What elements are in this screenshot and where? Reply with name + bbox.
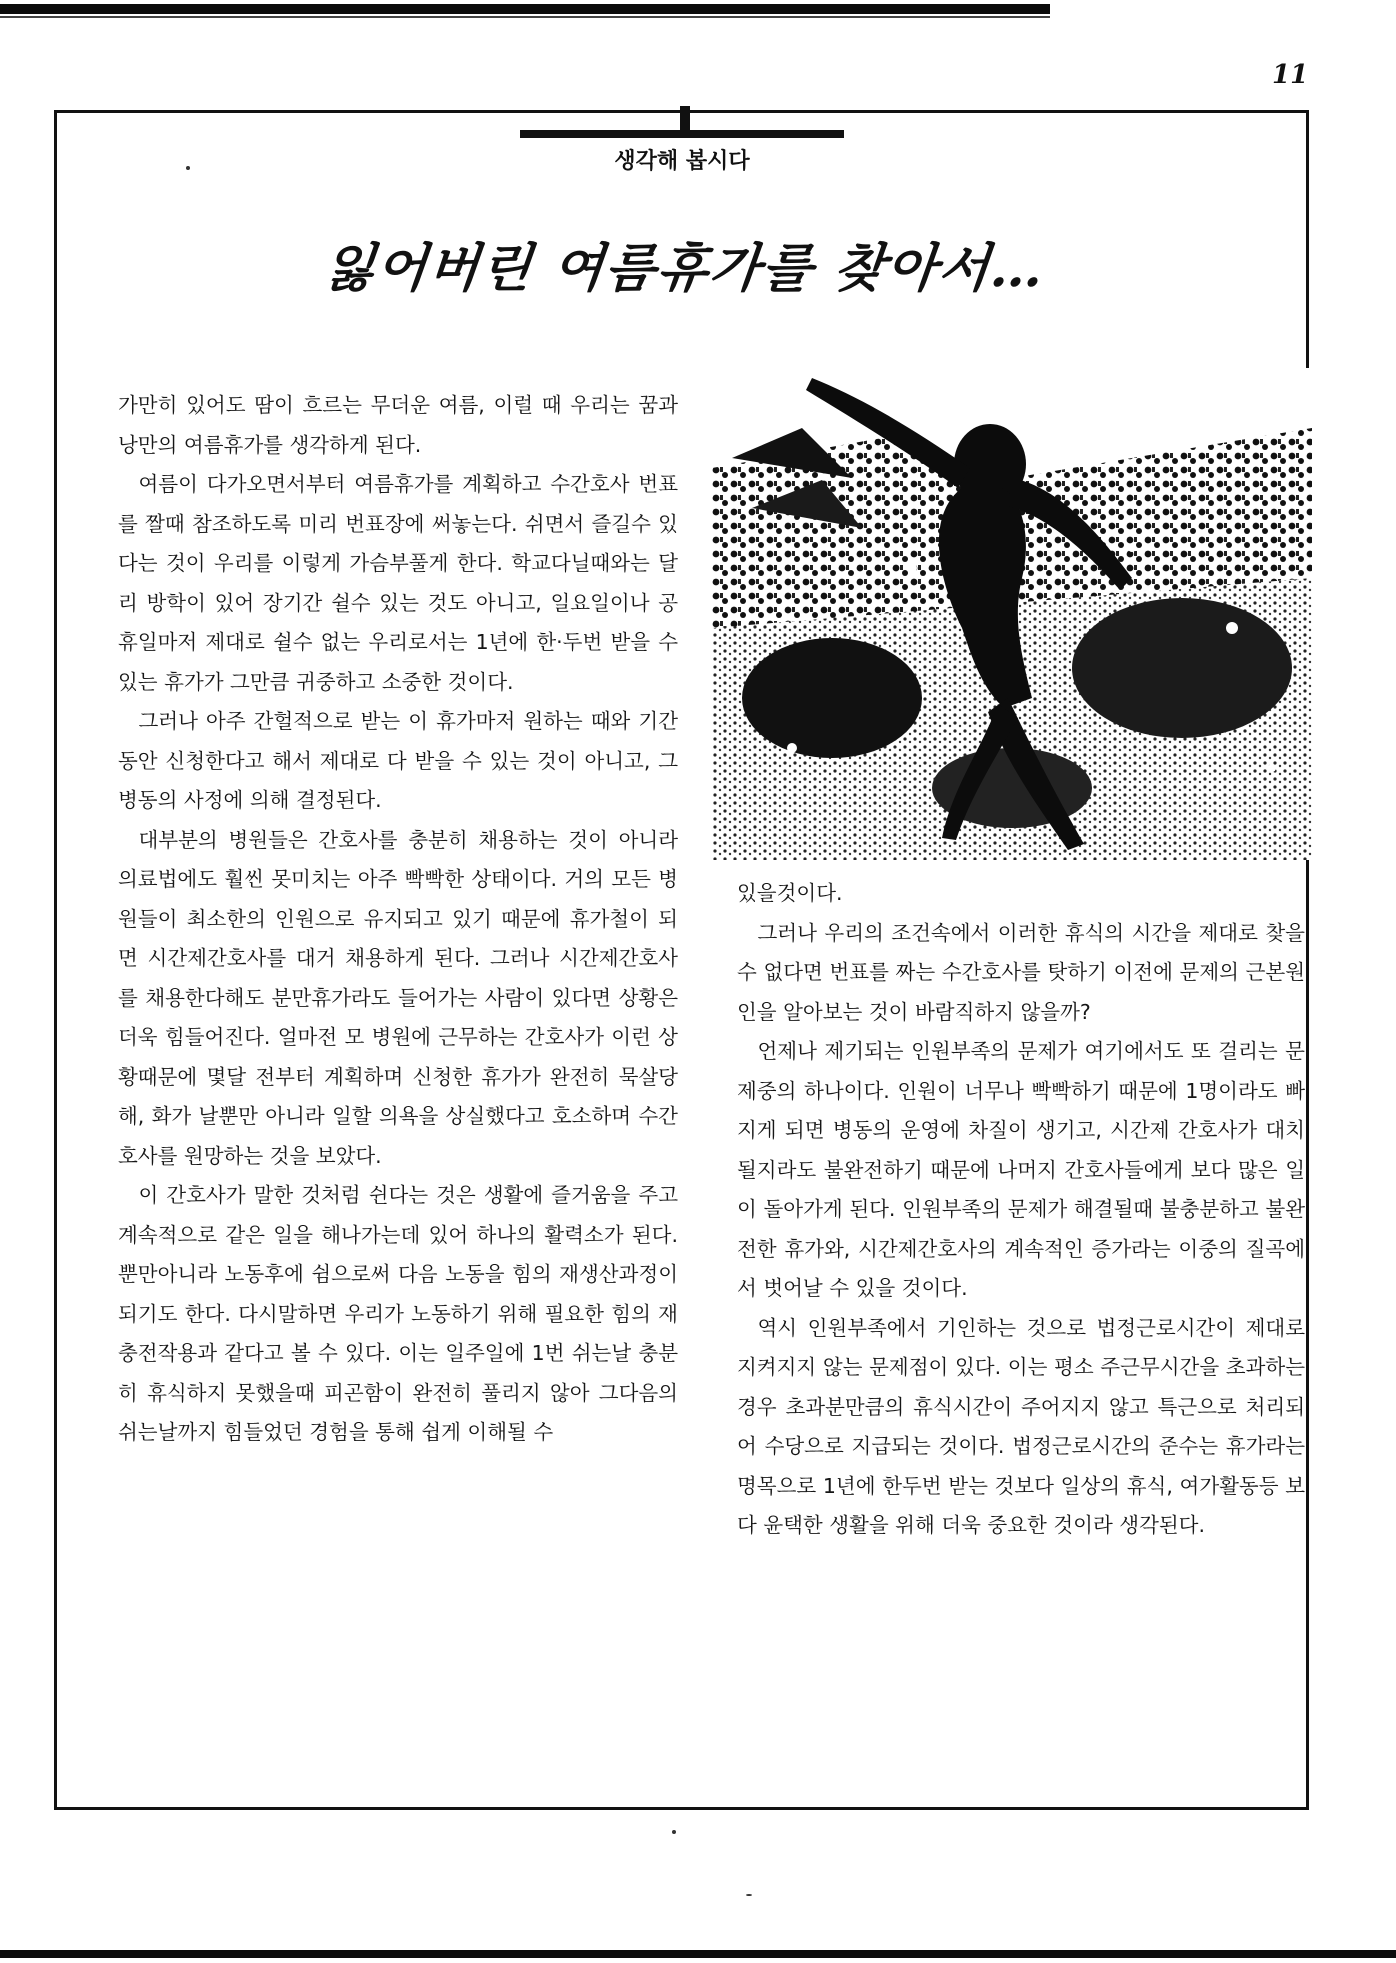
scan-speck — [672, 1830, 676, 1834]
scan-edge-line — [0, 16, 1050, 18]
paragraph: 그러나 우리의 조건속에서 이러한 휴식의 시간을 제대로 찾을 수 없다면 번표를 짜는 수간호사를 탓하기 이전에 문제의 근본원인을 알아보는 것이 바람직하지 않을까? — [737, 920, 1305, 1024]
beach-photo — [712, 368, 1312, 860]
article-right-column — [737, 874, 1305, 1546]
article-left-column — [118, 386, 678, 1453]
page-number: 11 — [1272, 60, 1309, 90]
paragraph: 그러나 아주 간헐적으로 받는 이 휴가마저 원하는 때와 기간동안 신청한다고 해서 제대로 다 받을 수 있는 것이 아니고, 그 병동의 사정에 의해 결정된다. — [118, 709, 678, 812]
scan-speck — [186, 166, 190, 170]
scan-edge-top — [0, 4, 1050, 14]
section-rule — [520, 130, 844, 138]
article-title: 잃어버린 여름휴가를 찾아서… — [320, 238, 1049, 299]
paragraph: 있을것이다. — [737, 881, 843, 905]
paragraph: 가만히 있어도 땀이 흐르는 무더운 여름, 이럴 때 우리는 꿈과 낭만의 여름휴가를 생각하게 된다. — [118, 393, 678, 457]
paragraph: 역시 인원부족에서 기인하는 것으로 법정근로시간이 제대로 지켜지지 않는 문제점이 있다. 이는 평소 주근무시간을 초과하는 경우 초과분만큼의 휴식시간이 주어지지 않고 특근으로 처리되어 수당으로 지급되는 것이다. 법정근로시간의 준수는 휴가라는 명목으로 1년에 한두번 받는 것보다 일상의 휴식, 여가활동등 보다 윤택한 생활을 위해 더욱 중요한 것이라 생각된다. — [737, 1315, 1305, 1537]
paragraph: 이 간호사가 말한 것처럼 쉰다는 것은 생활에 즐거움을 주고 계속적으로 같은 일을 해나가는데 있어 하나의 활력소가 된다. 뿐만아니라 노동후에 쉼으로써 다음 노동을 힘의 재생산과정이 되기도 한다. 다시말하면 우리가 노동하기 위해 필요한 힘의 재충전작용과 같다고 볼 수 있다. 이는 일주일에 1번 쉬는날 충분히 휴식하지 못했을때 피곤함이 완전히 풀리지 않아 그다음의 쉬는날까지 힘들었던 경험을 통해 쉽게 이해될 수 — [118, 1183, 678, 1444]
scan-edge-bottom — [0, 1950, 1396, 1958]
scan-speck — [746, 1894, 752, 1896]
paragraph: 언제나 제기되는 인원부족의 문제가 여기에서도 또 걸리는 문제중의 하나이다. 인원이 너무나 빡빡하기 때문에 1명이라도 빠지게 되면 병동의 운영에 차질이 생기고, 시간제 간호사가 대치될지라도 불완전하기 때문에 나머지 간호사들에게 보다 많은 일이 돌아가게 된다. 인원부족의 문제가 해결될때 불충분하고 불완전한 휴가와, 시간제간호사의 계속적인 증가라는 이중의 질곡에서 벗어날 수 있을 것이다. — [737, 1039, 1305, 1300]
paragraph: 여름이 다가오면서부터 여름휴가를 계획하고 수간호사 번표를 짤때 참조하도록 미리 번표장에 써놓는다. 쉬면서 즐길수 있다는 것이 우리를 이렇게 가슴부풀게 한다. 학교다닐때와는 달리 방학이 있어 장기간 쉴수 있는 것도 아니고, 일요일이나 공휴일마저 제대로 쉴수 없는 우리로서는 1년에 한·두번 받을 수 있는 휴가가 그만큼 귀중하고 소중한 것이다. — [118, 472, 678, 694]
section-label: 생각해 봅시다 — [614, 149, 750, 174]
paragraph: 대부분의 병원들은 간호사를 충분히 채용하는 것이 아니라 의료법에도 훨씬 못미치는 아주 빡빡한 상태이다. 거의 모든 병원들이 최소한의 인원으로 유지되고 있기 때문에 휴가철이 되면 시간제간호사를 대거 채용하게 된다. 그러나 시간제간호사를 채용한다해도 분만휴가라도 들어가는 사람이 있다면 상황은 더욱 힘들어진다. 얼마전 모 병원에 근무하는 간호사가 이런 상황때문에 몇달 전부터 계획하며 신청한 휴가가 완전히 묵살당해, 화가 날뿐만 아니라 일할 의욕을 상실했다고 호소하며 수간호사를 원망하는 것을 보았다. — [118, 827, 678, 1168]
